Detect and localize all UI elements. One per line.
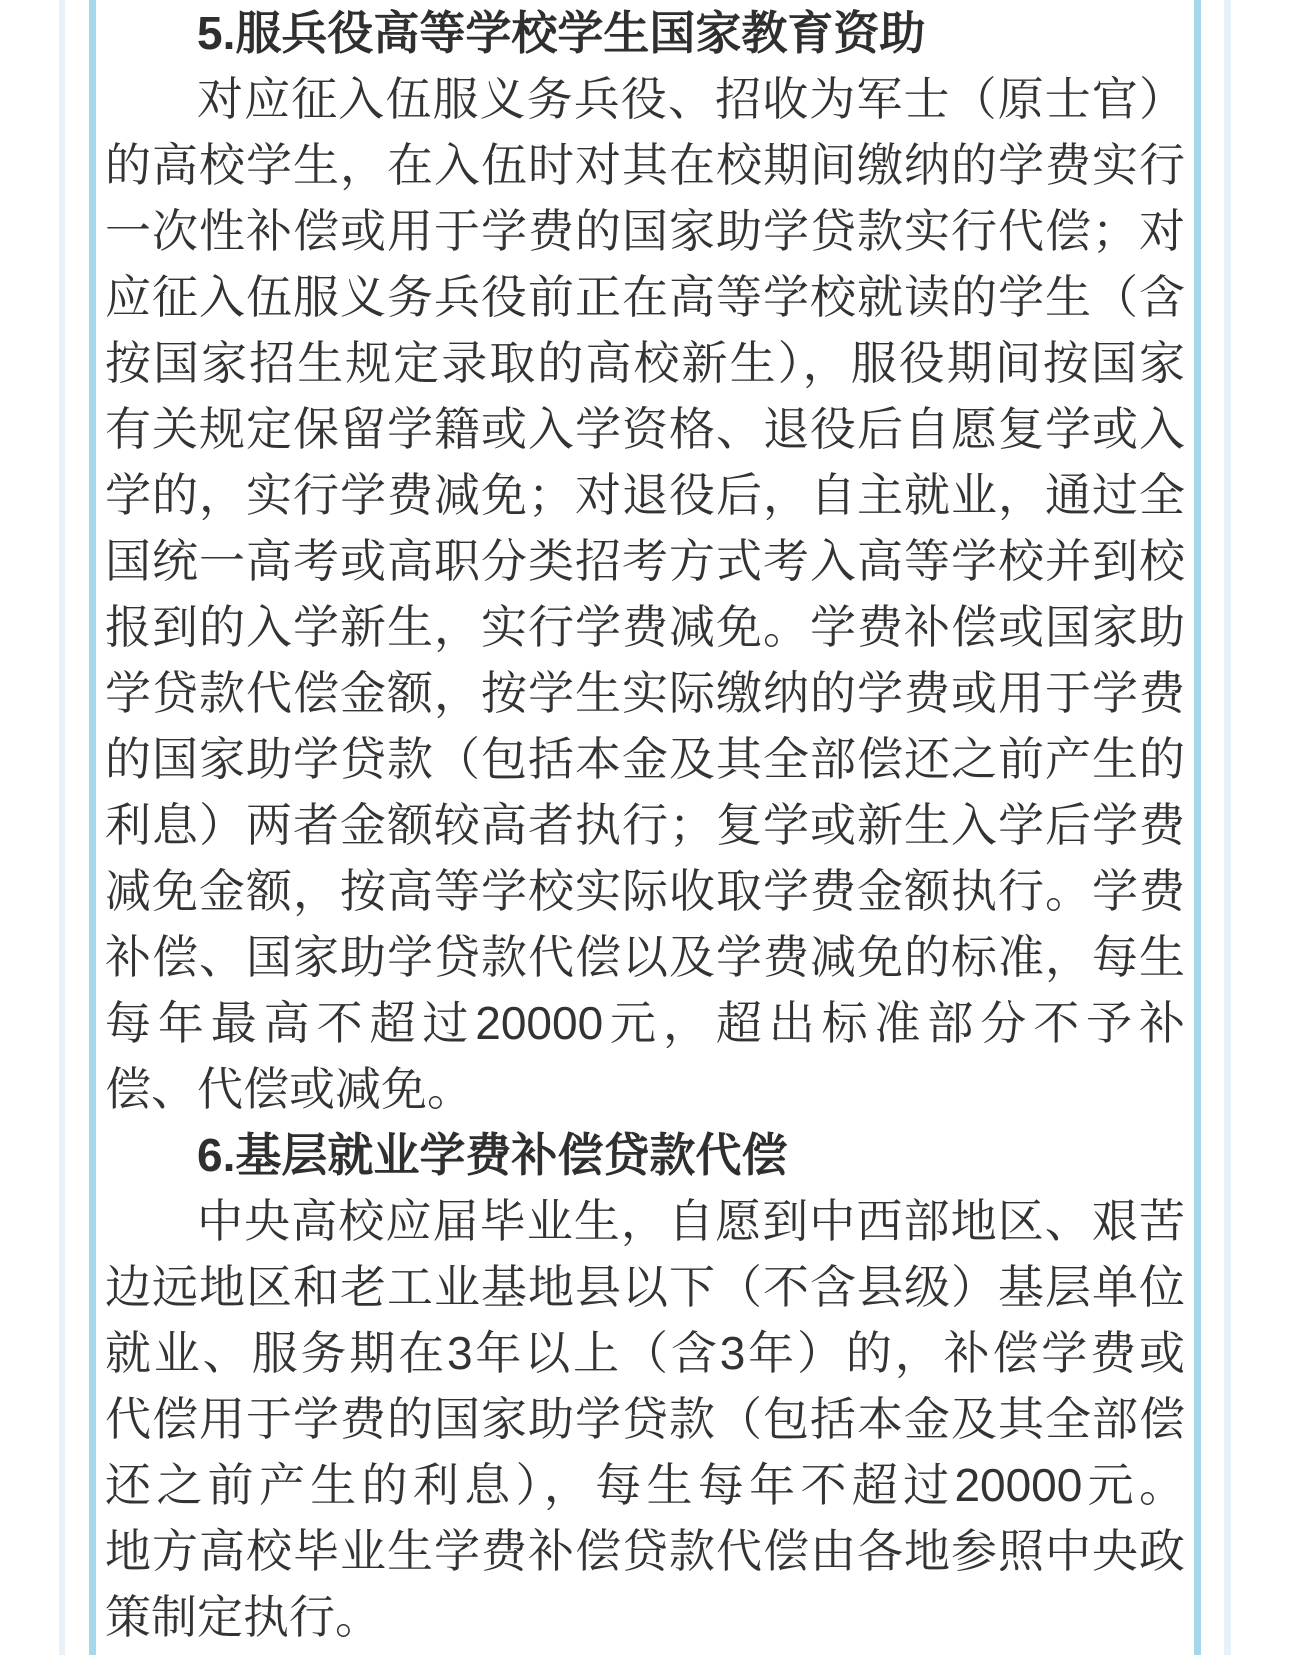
section-heading: 5.服兵役高等学校学生国家教育资助 xyxy=(197,7,926,59)
text-line: 策制定执行。 xyxy=(105,1591,381,1643)
text-line: 的国家助学贷款（包括本金及其全部偿还之前产生的 xyxy=(105,733,1185,785)
text-line: 学的，实行学费减免；对退役后，自主就业，通过全 xyxy=(105,469,1185,521)
text-line: 按国家招生规定录取的高校新生），服役期间按国家 xyxy=(105,337,1185,389)
text-line: 报到的入学新生，实行学费减免。学费补偿或国家助 xyxy=(105,601,1185,653)
left-outer-border-line xyxy=(59,0,65,1655)
text-line: 国统一高考或高职分类招考方式考入高等学校并到校 xyxy=(105,535,1185,587)
left-border-line xyxy=(89,0,96,1655)
right-border-line xyxy=(1194,0,1201,1655)
text-line: 补偿、国家助学贷款代偿以及学费减免的标准，每生 xyxy=(105,931,1185,983)
text-line: 就业、服务期在3年以上（含3年）的，补偿学费或 xyxy=(105,1327,1185,1379)
right-outer-border-line xyxy=(1224,0,1231,1655)
text-line: 还之前产生的利息），每生每年不超过20000元。 xyxy=(105,1459,1185,1511)
text-line: 应征入伍服义务兵役前正在高等学校就读的学生（含 xyxy=(105,271,1185,323)
text-line: 利息）两者金额较高者执行；复学或新生入学后学费 xyxy=(105,799,1185,851)
text-line: 地方高校毕业生学费补偿贷款代偿由各地参照中央政 xyxy=(105,1525,1185,1577)
text-line: 有关规定保留学籍或入学资格、退役后自愿复学或入 xyxy=(105,403,1185,455)
text-line: 一次性补偿或用于学费的国家助学贷款实行代偿；对 xyxy=(105,205,1185,257)
text-line: 代偿用于学费的国家助学贷款（包括本金及其全部偿 xyxy=(105,1393,1185,1445)
text-line: 边远地区和老工业基地县以下（不含县级）基层单位 xyxy=(105,1261,1185,1313)
article-body xyxy=(105,0,1185,1650)
text-line: 学贷款代偿金额，按学生实际缴纳的学费或用于学费 xyxy=(105,667,1185,719)
text-line: 每年最高不超过20000元，超出标准部分不予补 xyxy=(105,997,1185,1049)
text-line: 的高校学生，在入伍时对其在校期间缴纳的学费实行 xyxy=(105,139,1185,191)
text-line: 对应征入伍服义务兵役、招收为军士（原士官） xyxy=(197,73,1185,125)
text-line: 中央高校应届毕业生，自愿到中西部地区、艰苦 xyxy=(197,1195,1185,1247)
text-line: 减免金额，按高等学校实际收取学费金额执行。学费 xyxy=(105,865,1185,917)
text-line: 偿、代偿或减免。 xyxy=(105,1063,473,1115)
section-heading: 6.基层就业学费补偿贷款代偿 xyxy=(197,1129,788,1181)
